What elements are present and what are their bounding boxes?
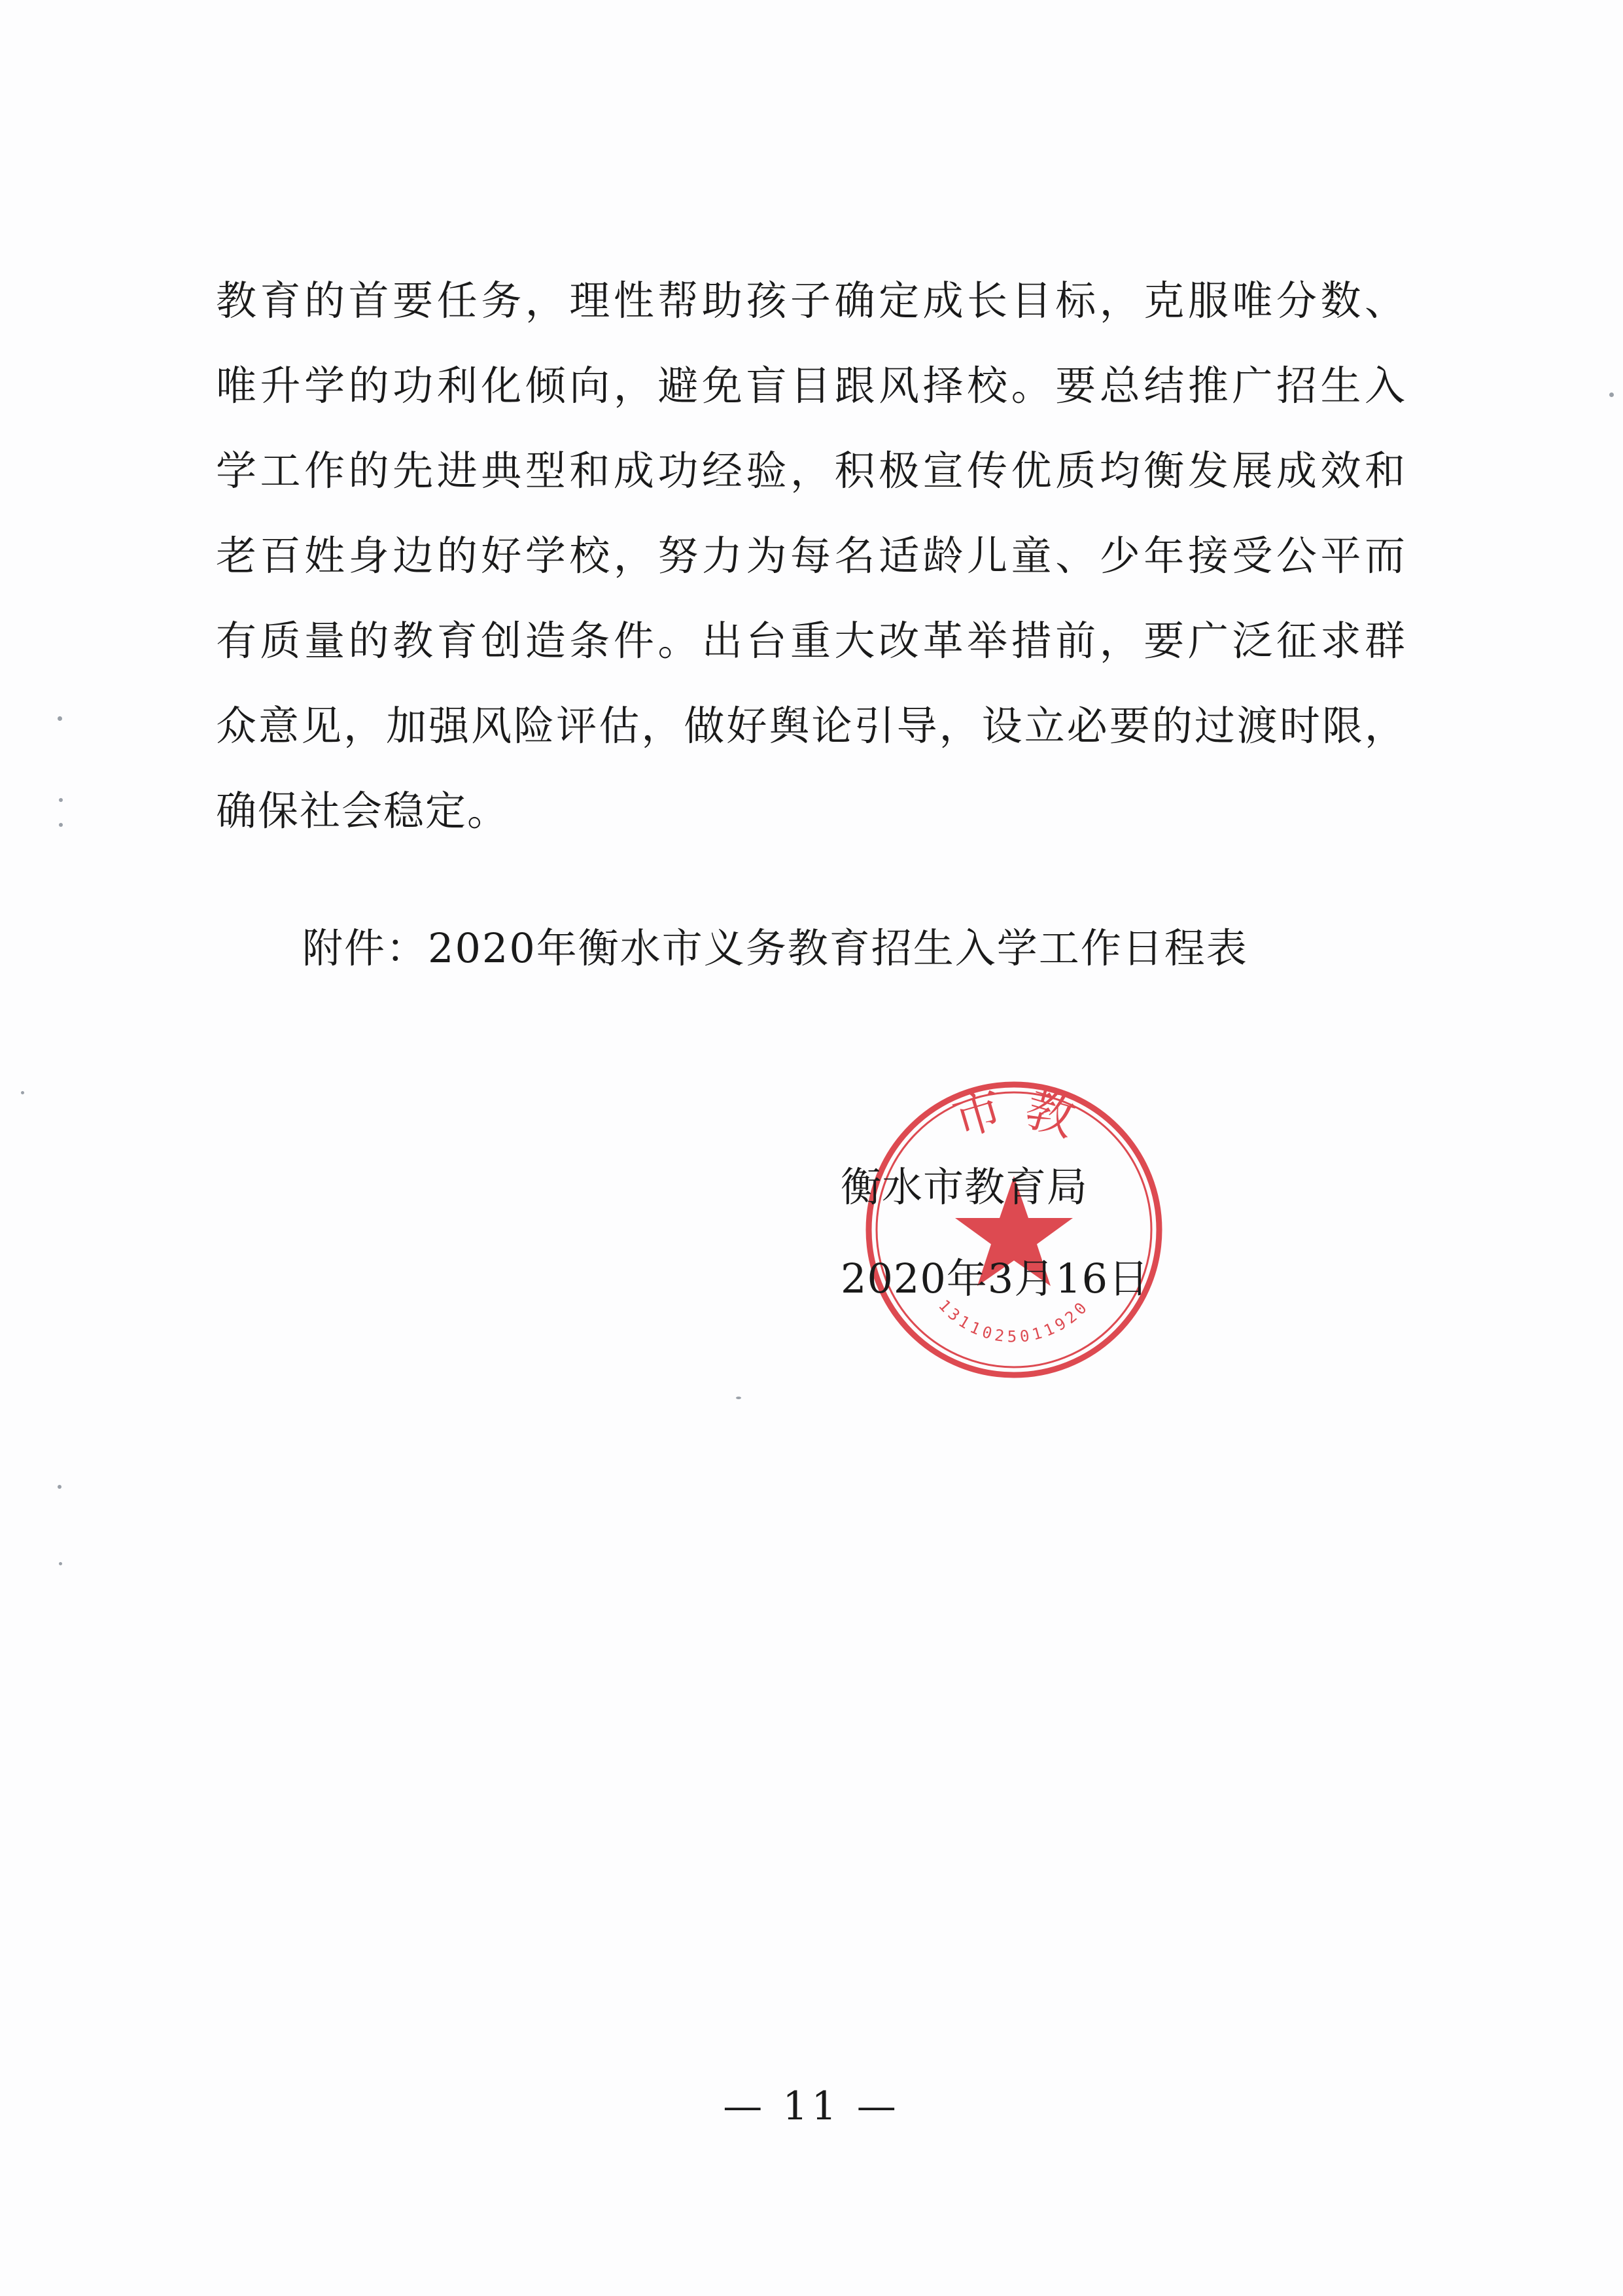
- seal-code: 1311025011920: [935, 1296, 1093, 1346]
- body-line: 唯升学的功利化倾向，避免盲目跟风择校。要总结推广招生入: [216, 362, 1406, 409]
- issue-date: 2020年3月16日: [841, 1255, 1150, 1302]
- scan-speck: [59, 798, 63, 802]
- official-seal: [857, 1073, 1171, 1387]
- scan-speck: [21, 1091, 24, 1094]
- body-line: 众意见，加强风险评估，做好舆论引导，设立必要的过渡时限，: [216, 702, 1406, 750]
- scan-speck: [59, 1562, 62, 1565]
- body-line: 有质量的教育创造条件。出台重大改革举措前，要广泛征求群: [216, 617, 1406, 665]
- issuer-signature: 衡水市教育局: [841, 1163, 1089, 1211]
- attachment-note: 附件：2020年衡水市义务教育招生入学工作日程表: [302, 924, 1248, 972]
- body-line: 确保社会稳定。: [216, 787, 510, 835]
- scan-speck: [1609, 392, 1614, 397]
- body-paragraph: [216, 258, 1406, 854]
- body-line: 老百姓身边的好学校，努力为每名适龄儿童、少年接受公平而: [216, 532, 1406, 580]
- scan-speck: [58, 1485, 61, 1489]
- scan-speck: [58, 716, 62, 721]
- scan-speck: [736, 1397, 741, 1399]
- page-number: — 11 —: [723, 2083, 900, 2129]
- scan-speck: [59, 823, 63, 827]
- seal-text-top: 市 教: [947, 1080, 1081, 1148]
- body-line: 教育的首要任务，理性帮助孩子确定成长目标，克服唯分数、: [216, 277, 1406, 324]
- body-line: 学工作的先进典型和成功经验，积极宣传优质均衡发展成效和: [216, 447, 1406, 495]
